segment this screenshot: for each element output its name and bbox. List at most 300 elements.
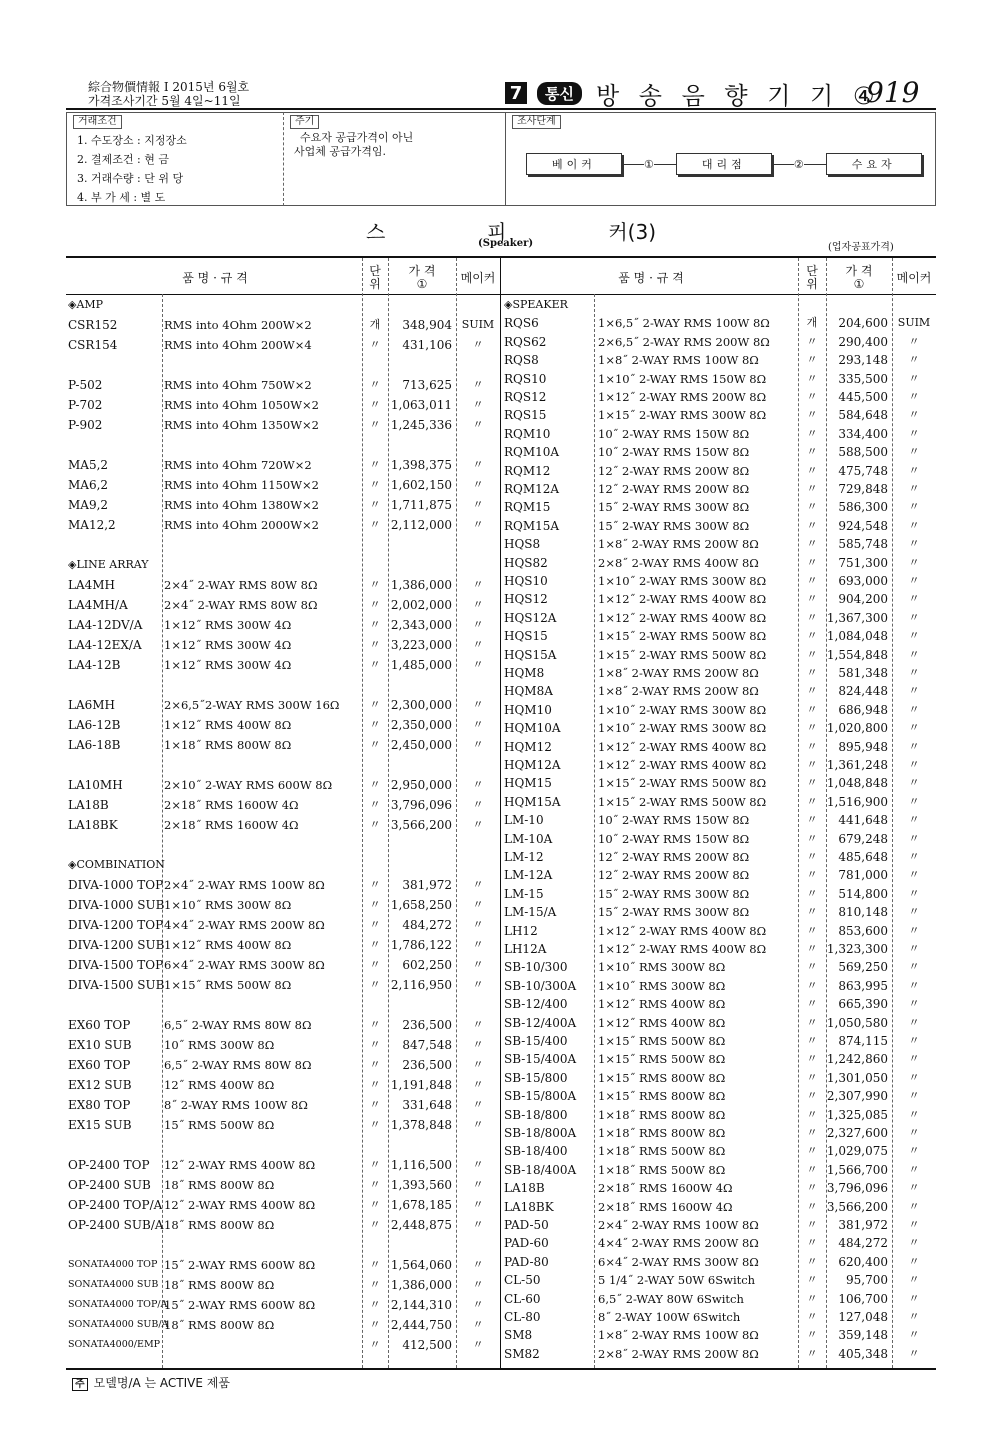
product-spec: 2×6,5˝2-WAY RMS 300W 16Ω (164, 698, 340, 712)
section-heading (505, 80, 881, 110)
maker: 〃 (472, 638, 484, 651)
product-spec: 1×12˝ RMS 400W 8Ω (598, 1015, 726, 1030)
price: 485,648 (838, 850, 888, 864)
price: 1,378,848 (390, 1118, 452, 1132)
unit: 〃 (806, 1052, 818, 1066)
conditions-tag: 거래조건 (73, 115, 122, 129)
product-name: HQS15 (504, 629, 548, 644)
product-row (66, 1076, 500, 1094)
product-name: OP-2400 SUB/A (68, 1218, 164, 1232)
unit: 〃 (369, 1198, 381, 1211)
maker: 〃 (908, 1107, 920, 1121)
unit: 〃 (806, 555, 818, 569)
page-number: 919 (866, 76, 920, 109)
price: 2,450,000 (390, 738, 452, 752)
unit: 〃 (369, 898, 381, 911)
unit: 〃 (806, 1310, 818, 1323)
unit: 〃 (806, 408, 818, 422)
product-row (500, 940, 936, 958)
product-row (66, 796, 500, 814)
price: 588,500 (838, 445, 888, 460)
maker: 〃 (908, 555, 920, 569)
price: 1,678,185 (390, 1198, 452, 1212)
product-name: SB-18/400 (504, 1144, 568, 1159)
maker: 〃 (908, 1181, 920, 1195)
unit: 〃 (806, 1034, 818, 1047)
price: 106,700 (838, 1291, 888, 1306)
product-name: HQS15A (504, 647, 557, 662)
price: 431,106 (402, 338, 452, 352)
product-name: RQS10 (504, 371, 547, 386)
maker: 〃 (908, 334, 920, 348)
blank-row (66, 436, 500, 454)
stage-step-2: ② (793, 157, 804, 171)
product-spec: 1×12˝ 2-WAY RMS 400W 8Ω (598, 923, 767, 938)
product-spec: 1×15˝ 2-WAY RMS 500W 8Ω (598, 647, 767, 662)
product-name: RQM15A (504, 518, 560, 533)
product-spec: 2×18˝ RMS 1600W 4Ω (164, 818, 299, 832)
stage-flow (526, 153, 922, 175)
flow-line (804, 164, 826, 165)
unit: 〃 (369, 1258, 381, 1271)
product-row (66, 1216, 500, 1234)
product-name: LM-15 (504, 886, 544, 901)
product-spec: 10˝ 2-WAY RMS 150W 8Ω (598, 426, 750, 441)
product-name: DIVA-1500 SUB (68, 978, 165, 992)
product-row (500, 1290, 936, 1308)
stage-consumer: 수요자 (826, 153, 922, 175)
product-spec: 1×10˝ 2-WAY RMS 300W 8Ω (598, 574, 767, 588)
unit: 〃 (806, 1254, 818, 1268)
product-spec: 2×4˝ 2-WAY RMS 80W 8Ω (164, 598, 318, 612)
product-spec: 10˝ 2-WAY RMS 150W 8Ω (598, 813, 750, 828)
unit: 〃 (369, 738, 381, 751)
unit: 〃 (806, 666, 818, 679)
product-name: LM-12A (504, 868, 553, 883)
footer-text: 모델명/A 는 ACTIVE 제품 (93, 1376, 230, 1390)
condition-item: 2. 결제조건 : 현 금 (77, 153, 169, 166)
product-name: P-502 (68, 378, 103, 392)
maker: 〃 (908, 1346, 920, 1360)
product-name: OP-2400 SUB (68, 1178, 151, 1192)
unit: 〃 (369, 618, 381, 631)
product-spec: 1×10˝ 2-WAY RMS 150W 8Ω (598, 371, 767, 386)
price: 348,904 (402, 318, 452, 332)
product-spec: 18˝ RMS 800W 8Ω (164, 1178, 275, 1192)
product-row (500, 406, 936, 424)
maker: 〃 (472, 1118, 484, 1131)
unit: 〃 (806, 1273, 818, 1287)
unit: 〃 (806, 997, 818, 1011)
product-spec: 6,5˝ 2-WAY RMS 80W 8Ω (164, 1058, 312, 1072)
product-row (500, 1216, 936, 1234)
product-spec: 18˝ RMS 800W 8Ω (164, 1318, 275, 1332)
product-spec: 12˝ 2-WAY RMS 200W 8Ω (598, 463, 750, 478)
product-spec: 1×10˝ 2-WAY RMS 300W 8Ω (598, 721, 767, 736)
unit: 개 (369, 318, 381, 331)
product-spec: 1×12˝ RMS 400W 8Ω (598, 997, 726, 1012)
product-spec: 1×8˝ 2-WAY RMS 100W 8Ω (598, 1328, 759, 1343)
unit: 〃 (806, 1328, 818, 1342)
maker: 〃 (472, 598, 484, 611)
unit: 〃 (806, 445, 818, 459)
product-name: SONATA4000/EMP (68, 1339, 161, 1350)
maker: 〃 (472, 1198, 484, 1211)
unit: 〃 (806, 500, 818, 514)
product-row (66, 496, 500, 514)
maker: 〃 (908, 353, 920, 367)
product-spec: 10˝ 2-WAY RMS 150W 8Ω (598, 831, 750, 846)
maker: 〃 (908, 1236, 920, 1250)
product-name: LA18B (68, 798, 109, 812)
maker: 〃 (908, 1034, 920, 1047)
unit: 〃 (806, 1070, 818, 1084)
price: 331,648 (402, 1098, 452, 1112)
product-spec: 1×10˝ RMS 300W 8Ω (598, 960, 726, 975)
product-row (66, 596, 500, 614)
product-spec: 2×18˝ RMS 1600W 4Ω (598, 1181, 733, 1196)
unit: 〃 (369, 778, 381, 791)
maker: 〃 (908, 610, 920, 624)
product-name: LA4-12DV/A (68, 618, 143, 632)
unit: 〃 (806, 923, 818, 937)
product-name: HQM15A (504, 794, 561, 809)
product-spec: 1×12˝ RMS 300W 4Ω (164, 658, 292, 672)
product-row (66, 1016, 500, 1034)
price: 2,350,000 (390, 718, 452, 732)
price: 824,448 (838, 684, 888, 699)
product-row (66, 516, 500, 534)
product-spec: 2×6,5˝ 2-WAY RMS 200W 8Ω (598, 334, 770, 349)
product-spec: 1×12˝ 2-WAY RMS 400W 8Ω (598, 739, 767, 754)
blank-row (66, 836, 500, 854)
unit: 〃 (806, 1144, 818, 1158)
section-title: 방 송 음 향 기 기 ④ (595, 81, 881, 110)
price: 2,327,600 (826, 1126, 888, 1140)
product-name: LA10MH (68, 778, 123, 792)
price: 95,700 (846, 1273, 888, 1288)
maker: 〃 (472, 718, 484, 731)
maker: 〃 (472, 378, 484, 391)
price: 236,500 (402, 1058, 452, 1072)
product-row (66, 1096, 500, 1114)
unit: 〃 (806, 1107, 818, 1121)
product-row (66, 476, 500, 494)
product-name: HQM10A (504, 721, 561, 736)
product-row (500, 1124, 936, 1142)
maker: 〃 (908, 574, 920, 587)
product-row (66, 816, 500, 834)
price: 2,444,750 (390, 1318, 452, 1332)
price: 713,625 (402, 378, 452, 392)
stage-maker: 베이커 (526, 153, 622, 175)
maker: 〃 (472, 818, 484, 831)
unit: 〃 (369, 578, 381, 591)
price: 1,050,580 (826, 1015, 888, 1030)
maker: 〃 (472, 478, 484, 491)
product-name: LA18B (504, 1181, 545, 1196)
maker: 〃 (908, 978, 920, 992)
product-row (500, 498, 936, 516)
price: 1,786,122 (390, 938, 452, 952)
price: 381,972 (838, 1218, 888, 1232)
price: 3,566,200 (826, 1199, 888, 1214)
flow-line (772, 164, 794, 165)
product-row (500, 535, 936, 553)
product-row (500, 977, 936, 995)
product-row (66, 416, 500, 434)
maker: 〃 (908, 1199, 920, 1213)
product-name: SB-15/400A (504, 1052, 577, 1067)
price-note: (업자공표가격) (828, 242, 894, 253)
maker: 〃 (908, 445, 920, 459)
unit: 〃 (369, 1118, 381, 1131)
unit: 〃 (369, 598, 381, 611)
product-name: HQM15 (504, 776, 552, 791)
price: 405,348 (838, 1346, 888, 1361)
unit: 〃 (806, 942, 818, 955)
maker: 〃 (472, 978, 484, 991)
maker: 〃 (908, 1273, 920, 1287)
maker: 〃 (908, 997, 920, 1011)
price: 679,248 (838, 831, 888, 846)
maker: 〃 (908, 1291, 920, 1305)
price: 751,300 (838, 555, 888, 570)
product-spec: 8˝ 2-WAY RMS 100W 8Ω (164, 1098, 308, 1112)
title-char: 커(3) (608, 220, 656, 244)
product-row (66, 636, 500, 654)
maker: 〃 (908, 942, 920, 955)
maker: 〃 (472, 1158, 484, 1171)
product-spec: 1×15˝ 2-WAY RMS 300W 8Ω (598, 408, 767, 423)
maker: 〃 (472, 698, 484, 711)
product-name: SB-18/800A (504, 1126, 577, 1140)
table-header-rule (66, 294, 936, 295)
price: 584,648 (838, 408, 888, 423)
product-name: CL-60 (504, 1291, 541, 1306)
product-row (66, 736, 500, 754)
product-spec: 1×12˝ RMS 300W 4Ω (164, 638, 292, 652)
unit: 〃 (806, 1162, 818, 1176)
unit: 〃 (806, 482, 818, 495)
maker: 〃 (472, 498, 484, 511)
product-spec: 12˝ 2-WAY RMS 400W 8Ω (164, 1158, 316, 1172)
product-row (500, 1179, 936, 1197)
product-row (500, 517, 936, 535)
unit: 〃 (369, 658, 381, 671)
header-rule (66, 108, 936, 110)
notes-tag: 주기 (290, 115, 319, 129)
section-label: ◈LINE ARRAY (68, 558, 149, 571)
product-name: MA9,2 (68, 498, 109, 512)
unit: 〃 (806, 334, 818, 348)
product-name: HQS82 (504, 555, 548, 570)
maker: 〃 (472, 1018, 484, 1031)
product-name: RQM15 (504, 500, 551, 515)
product-name: OP-2400 TOP/A (68, 1198, 163, 1212)
product-row (500, 370, 936, 388)
price: 1,020,800 (826, 721, 888, 736)
unit: 〃 (369, 938, 381, 951)
maker: 〃 (908, 408, 920, 422)
price: 1,516,900 (826, 794, 888, 809)
product-row (500, 1234, 936, 1252)
maker: 〃 (908, 1310, 920, 1323)
price: 1,367,300 (826, 610, 888, 625)
product-spec: 2×8˝ 2-WAY RMS 400W 8Ω (598, 555, 759, 570)
section-label: ◈COMBINATION (68, 858, 165, 871)
conditions-box (66, 112, 284, 206)
product-name: LA6-12B (68, 718, 121, 732)
product-row (66, 1056, 500, 1074)
product-name: RQS8 (504, 353, 539, 368)
product-row (500, 572, 936, 590)
column-header-name: 품 명 · 규 격 (618, 270, 684, 285)
product-row (66, 956, 500, 974)
product-row (500, 1032, 936, 1050)
price: 1,245,336 (390, 418, 452, 432)
unit: 〃 (369, 918, 381, 931)
maker: 〃 (472, 1258, 484, 1271)
unit: 〃 (806, 886, 818, 900)
maker: 〃 (472, 1178, 484, 1191)
unit: 〃 (806, 813, 818, 827)
product-spec: 1×12˝ RMS 400W 8Ω (164, 938, 292, 952)
product-name: EX12 SUB (68, 1078, 132, 1092)
maker: 〃 (908, 1126, 920, 1139)
product-spec: RMS into 4Ohm 720W×2 (164, 458, 312, 472)
product-row (500, 719, 936, 737)
price: 293,148 (838, 353, 888, 368)
unit: 〃 (369, 378, 381, 391)
product-spec: RMS into 4Ohm 1150W×2 (164, 478, 320, 492)
product-name: RQS6 (504, 316, 539, 331)
product-name: HQM8A (504, 684, 553, 699)
product-name: MA5,2 (68, 458, 109, 472)
product-row (66, 976, 500, 994)
product-row (66, 896, 500, 914)
product-name: HQM12A (504, 758, 561, 772)
maker: 〃 (472, 1298, 484, 1311)
product-spec: RMS into 4Ohm 1380W×2 (164, 498, 320, 512)
unit: 〃 (806, 353, 818, 367)
product-row (500, 793, 936, 811)
price: 3,223,000 (390, 638, 452, 652)
unit: 〃 (806, 390, 818, 403)
maker: 〃 (472, 878, 484, 891)
product-name: RQM12 (504, 463, 551, 478)
price: 484,272 (402, 918, 452, 932)
maker: 〃 (908, 776, 920, 790)
publication-info (88, 80, 249, 108)
maker: 〃 (472, 338, 484, 351)
column-header-price: 가 격 ① (845, 264, 873, 291)
notes-box (284, 112, 506, 206)
product-name: SB-10/300A (504, 978, 577, 993)
product-name: SB-15/800A (504, 1089, 577, 1104)
unit: 〃 (369, 978, 381, 991)
product-spec: 1×12˝ 2-WAY RMS 400W 8Ω (598, 942, 767, 956)
product-name: RQS62 (504, 334, 547, 349)
product-row (66, 656, 500, 674)
maker: 〃 (908, 482, 920, 495)
product-row (500, 995, 936, 1013)
unit: 〃 (806, 1236, 818, 1250)
price: 581,348 (838, 666, 888, 680)
product-spec: RMS into 4Ohm 200W×2 (164, 318, 312, 332)
product-name: CSR152 (68, 318, 118, 332)
product-spec: RMS into 4Ohm 200W×4 (164, 338, 312, 352)
product-spec: 1×12˝ 2-WAY RMS 400W 8Ω (598, 758, 767, 772)
product-spec: RMS into 4Ohm 2000W×2 (164, 518, 320, 532)
product-spec: 15˝ 2-WAY RMS 300W 8Ω (598, 518, 750, 533)
product-spec: 12˝ 2-WAY RMS 200W 8Ω (598, 850, 750, 864)
product-name: SB-12/400 (504, 997, 568, 1012)
price: 729,848 (838, 482, 888, 496)
maker: 〃 (472, 458, 484, 471)
unit: 〃 (369, 1158, 381, 1171)
product-name: SONATA4000 SUB/A (68, 1319, 169, 1330)
unit: 〃 (369, 698, 381, 711)
flow-line (654, 164, 676, 165)
price: 1,554,848 (826, 647, 888, 662)
product-spec: 12˝ RMS 400W 8Ω (164, 1078, 275, 1092)
price: 853,600 (838, 923, 888, 938)
product-row (500, 1345, 936, 1363)
maker: 〃 (472, 798, 484, 811)
publication-line: 綜合物價情報 I 2015년 6월호 (88, 80, 250, 94)
price: 1,485,000 (390, 658, 452, 672)
product-row (500, 811, 936, 829)
unit: 〃 (806, 610, 818, 624)
maker: 〃 (908, 1162, 920, 1176)
price: 1,658,250 (390, 898, 452, 912)
product-name: RQS15 (504, 408, 547, 423)
product-row (66, 1296, 500, 1314)
price: 127,048 (838, 1310, 888, 1324)
blank-row (66, 676, 500, 694)
price: 1,116,500 (390, 1158, 452, 1172)
maker: 〃 (908, 371, 920, 385)
product-name: LA4MH (68, 578, 116, 592)
product-spec: 15˝ 2-WAY RMS 300W 8Ω (598, 886, 750, 901)
unit: 〃 (369, 1278, 381, 1291)
section-row (66, 556, 500, 574)
product-name: SM82 (504, 1346, 540, 1361)
maker: 〃 (908, 666, 920, 679)
product-name: MA12,2 (68, 518, 116, 532)
maker: 〃 (908, 647, 920, 661)
price: 290,400 (838, 334, 888, 349)
maker: 〃 (908, 1089, 920, 1103)
product-spec: 1×8˝ 2-WAY RMS 200W 8Ω (598, 684, 759, 699)
product-row (500, 885, 936, 903)
product-row (500, 646, 936, 664)
product-name: PAD-80 (504, 1254, 549, 1269)
unit: 〃 (806, 721, 818, 735)
price: 1,564,060 (390, 1258, 452, 1272)
product-name: SB-12/400A (504, 1015, 577, 1030)
unit: 〃 (369, 1018, 381, 1031)
product-name: RQS12 (504, 390, 547, 404)
product-name: LA4MH/A (68, 598, 128, 612)
product-name: RQM10 (504, 426, 551, 441)
product-row (66, 1196, 500, 1214)
section-number: 7 (505, 82, 527, 104)
product-name: LH12A (504, 942, 547, 956)
unit: 〃 (369, 398, 381, 411)
product-spec: 1×8˝ 2-WAY RMS 100W 8Ω (598, 353, 759, 368)
